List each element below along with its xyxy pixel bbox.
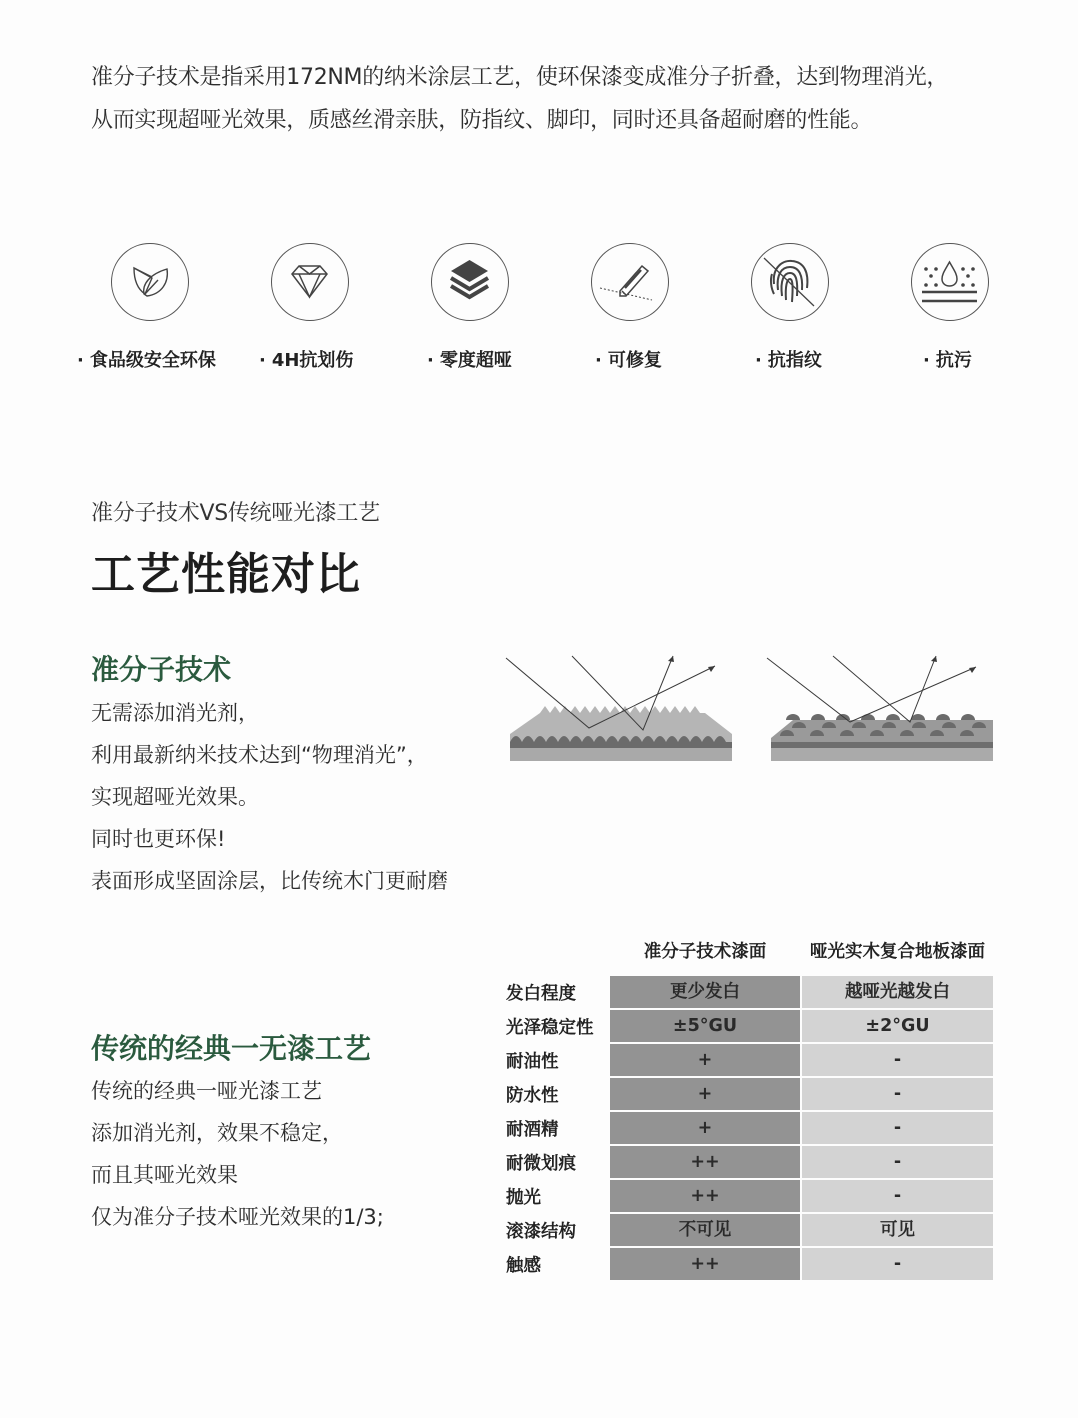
table-row	[502, 1248, 994, 1280]
feature-label: · 抗污	[923, 350, 972, 371]
feature-food-safe	[71, 243, 231, 383]
feature-scratch-resistant	[231, 243, 391, 383]
excimer-heading: 准分子技术	[91, 653, 232, 686]
cell-traditional: 越哑光越发白	[802, 976, 993, 1008]
table-row	[502, 1044, 994, 1076]
layers-icon	[431, 243, 509, 321]
excimer-line: 同时也更环保!	[91, 827, 226, 851]
comparison-subtitle: 准分子技术VS传统哑光漆工艺	[91, 501, 380, 526]
table-header-excimer: 准分子技术漆面	[643, 942, 767, 962]
utility-knife-icon	[591, 243, 669, 321]
row-label: 防水性	[506, 1086, 559, 1106]
feature-label: · 4H抗划伤	[259, 350, 354, 371]
cell-excimer: ±5°GU	[610, 1010, 800, 1042]
feature-label: · 抗指纹	[755, 350, 822, 371]
cell-traditional: 可见	[802, 1214, 993, 1246]
cell-excimer: +	[610, 1078, 800, 1110]
table-row	[502, 1010, 994, 1042]
table-header-traditional: 哑光实木复合地板漆面	[810, 942, 985, 962]
table-row	[502, 1214, 994, 1246]
cell-traditional: ±2°GU	[802, 1010, 993, 1042]
excimer-description	[91, 692, 448, 902]
traditional-line: 传统的经典一哑光漆工艺	[91, 1079, 322, 1103]
cell-traditional: -	[802, 1180, 993, 1212]
leaf-icon	[111, 243, 189, 321]
table-row	[502, 1078, 994, 1110]
cell-traditional: -	[802, 1112, 993, 1144]
cell-excimer: 更少发白	[610, 976, 800, 1008]
cell-traditional: -	[802, 1248, 993, 1280]
row-label: 发白程度	[506, 984, 576, 1004]
row-label: 触感	[506, 1256, 541, 1276]
excimer-line: 表面形成坚固涂层，比传统木门更耐磨	[91, 869, 448, 893]
row-label: 光泽稳定性	[506, 1018, 594, 1038]
cell-excimer: ++	[610, 1248, 800, 1280]
cell-excimer: ++	[610, 1146, 800, 1178]
row-label: 滚漆结构	[506, 1222, 576, 1242]
excimer-line: 无需添加消光剂，	[91, 701, 259, 725]
cell-excimer: ++	[610, 1180, 800, 1212]
excimer-line: 利用最新纳米技术达到“物理消光”，	[91, 743, 428, 767]
row-label: 抛光	[506, 1188, 541, 1208]
cell-excimer: 不可见	[610, 1214, 800, 1246]
intro-line-1: 准分子技术是指采用172NM的纳米涂层工艺，使环保漆变成准分子折叠，达到物理消光，	[91, 65, 949, 90]
traditional-description	[91, 1070, 384, 1238]
feature-label: · 食品级安全环保	[77, 350, 216, 371]
traditional-line: 仅为准分子技术哑光效果的1/3;	[91, 1205, 384, 1229]
traditional-matte-surface-reflection-diagram	[766, 650, 998, 772]
intro-paragraph	[91, 56, 1051, 142]
cell-traditional: -	[802, 1146, 993, 1178]
table-row	[502, 1146, 994, 1178]
intro-line-2: 从而实现超哑光效果，质感丝滑亲肤，防指纹、脚印，同时还具备超耐磨的性能。	[91, 108, 873, 133]
traditional-line: 添加消光剂，效果不稳定，	[91, 1121, 343, 1145]
traditional-heading: 传统的经典一无漆工艺	[91, 1032, 372, 1065]
feature-label: · 可修复	[595, 350, 662, 371]
feature-label: · 零度超哑	[427, 350, 512, 371]
traditional-line: 而且其哑光效果	[91, 1163, 238, 1187]
table-row	[502, 1112, 994, 1144]
table-row	[502, 1180, 994, 1212]
cell-excimer: +	[610, 1044, 800, 1076]
cell-traditional: -	[802, 1078, 993, 1110]
feature-anti-fingerprint	[711, 243, 871, 383]
water-drop-repel-icon	[911, 243, 989, 321]
excimer-surface-reflection-diagram	[505, 650, 737, 772]
row-label: 耐油性	[506, 1052, 559, 1072]
cell-traditional: -	[802, 1044, 993, 1076]
feature-repairable	[551, 243, 711, 383]
feature-zero-gloss	[391, 243, 551, 383]
table-row	[502, 976, 994, 1008]
no-fingerprint-icon	[751, 243, 829, 321]
comparison-title: 工艺性能对比	[91, 549, 361, 600]
row-label: 耐微划痕	[506, 1154, 576, 1174]
feature-stain-resistant	[871, 243, 1031, 383]
diamond-icon	[271, 243, 349, 321]
cell-excimer: +	[610, 1112, 800, 1144]
excimer-line: 实现超哑光效果。	[91, 785, 259, 809]
row-label: 耐酒精	[506, 1120, 559, 1140]
